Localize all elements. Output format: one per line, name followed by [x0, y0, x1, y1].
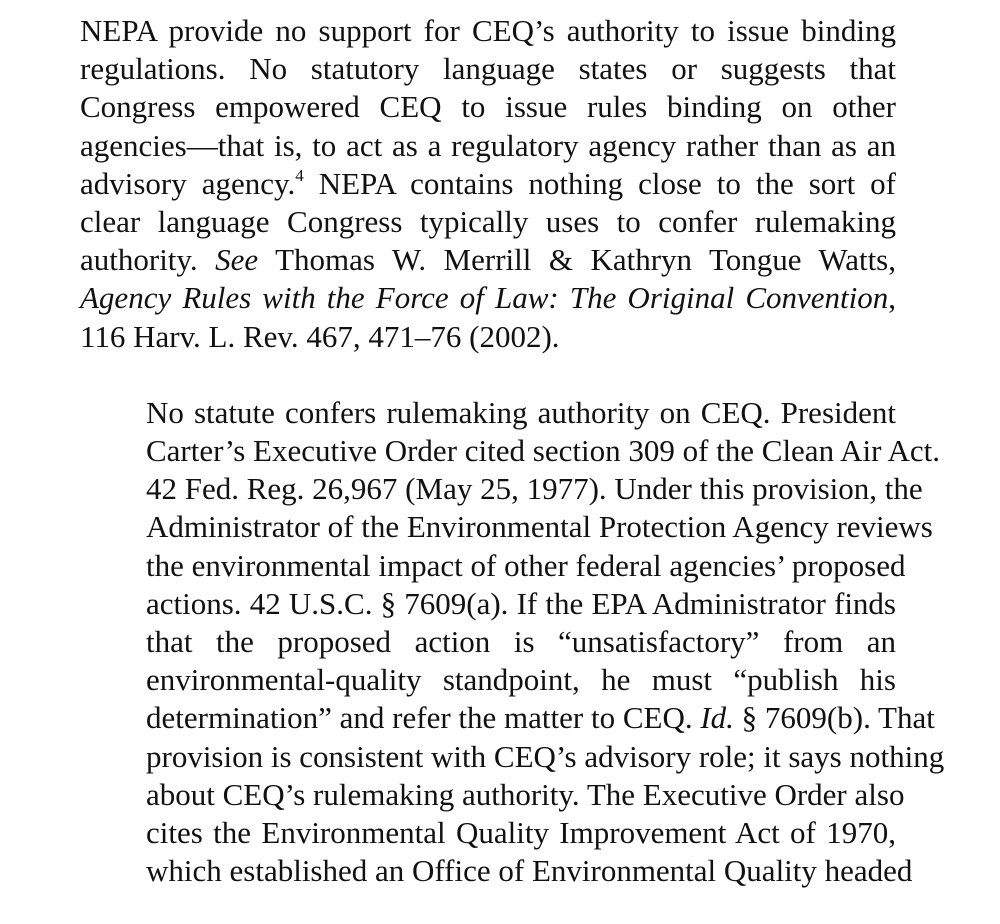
text-line: 42 Fed. Reg. 26,967 (May 25, 1977). Under this provision, the: [146, 471, 923, 507]
text-line: Carter’s Executive Order cited section 309 of the Clean Air Act.: [146, 433, 940, 469]
text-line: environmental-quality standpoint, he must “publish his: [146, 662, 896, 698]
text-line: which established an Office of Environmental Quality headed: [146, 853, 913, 889]
text-line: about CEQ’s rulemaking authority. The Executive Order also: [146, 776, 905, 812]
text-line: the environmental impact of other federal agencies’ proposed: [146, 547, 906, 583]
text-line: actions. 42 U.S.C. § 7609(a). If the EPA Administrator finds: [146, 585, 896, 621]
text-segment: ,: [888, 280, 896, 316]
text-segment: § 7609(b). That: [733, 700, 935, 736]
text-segment: advisory agency.: [80, 165, 296, 201]
article-title: Agency Rules with the Force of Law: The Original Convention: [80, 280, 889, 316]
text-line: No statute confers rulemaking authority on CEQ. President: [146, 394, 896, 430]
paragraph-2: [80, 394, 945, 891]
text-line: provision is consistent with CEQ’s advisory role; it says nothing: [146, 738, 945, 774]
document-page: [80, 12, 945, 890]
text-segment: determination” and refer the matter to CEQ.: [146, 700, 701, 736]
paragraph-1: [80, 12, 896, 356]
text-line: [80, 165, 896, 203]
footnote-marker: 4: [295, 165, 304, 185]
text-line: [80, 241, 896, 279]
text-line: 116 Harv. L. Rev. 467, 471–76 (2002).: [80, 318, 560, 354]
text-line: cites the Environmental Quality Improvement Act of 1970,: [146, 815, 896, 851]
text-line: agencies—that is, to act as a regulatory agency rather than as an: [80, 127, 896, 163]
text-line: Congress empowered CEQ to issue rules binding on other: [80, 89, 896, 125]
text-line: Administrator of the Environmental Protection Agency reviews: [146, 509, 933, 545]
citation-signal: See: [215, 242, 259, 278]
text-segment: NEPA contains nothing close to the sort of: [303, 165, 896, 201]
citation-id: Id.: [700, 700, 734, 736]
text-line: clear language Congress typically uses to confer rulemaking: [80, 204, 896, 240]
text-segment: authority.: [80, 242, 216, 278]
text-segment: Thomas W. Merrill & Kathryn Tongue Watts,: [258, 242, 896, 278]
text-line: NEPA provide no support for CEQ’s authority to issue binding: [80, 13, 896, 48]
text-line: [80, 699, 935, 737]
text-line: regulations. No statutory language states or suggests that: [80, 51, 896, 87]
text-line: [80, 279, 896, 317]
text-line: that the proposed action is “unsatisfactory” from an: [146, 624, 896, 660]
